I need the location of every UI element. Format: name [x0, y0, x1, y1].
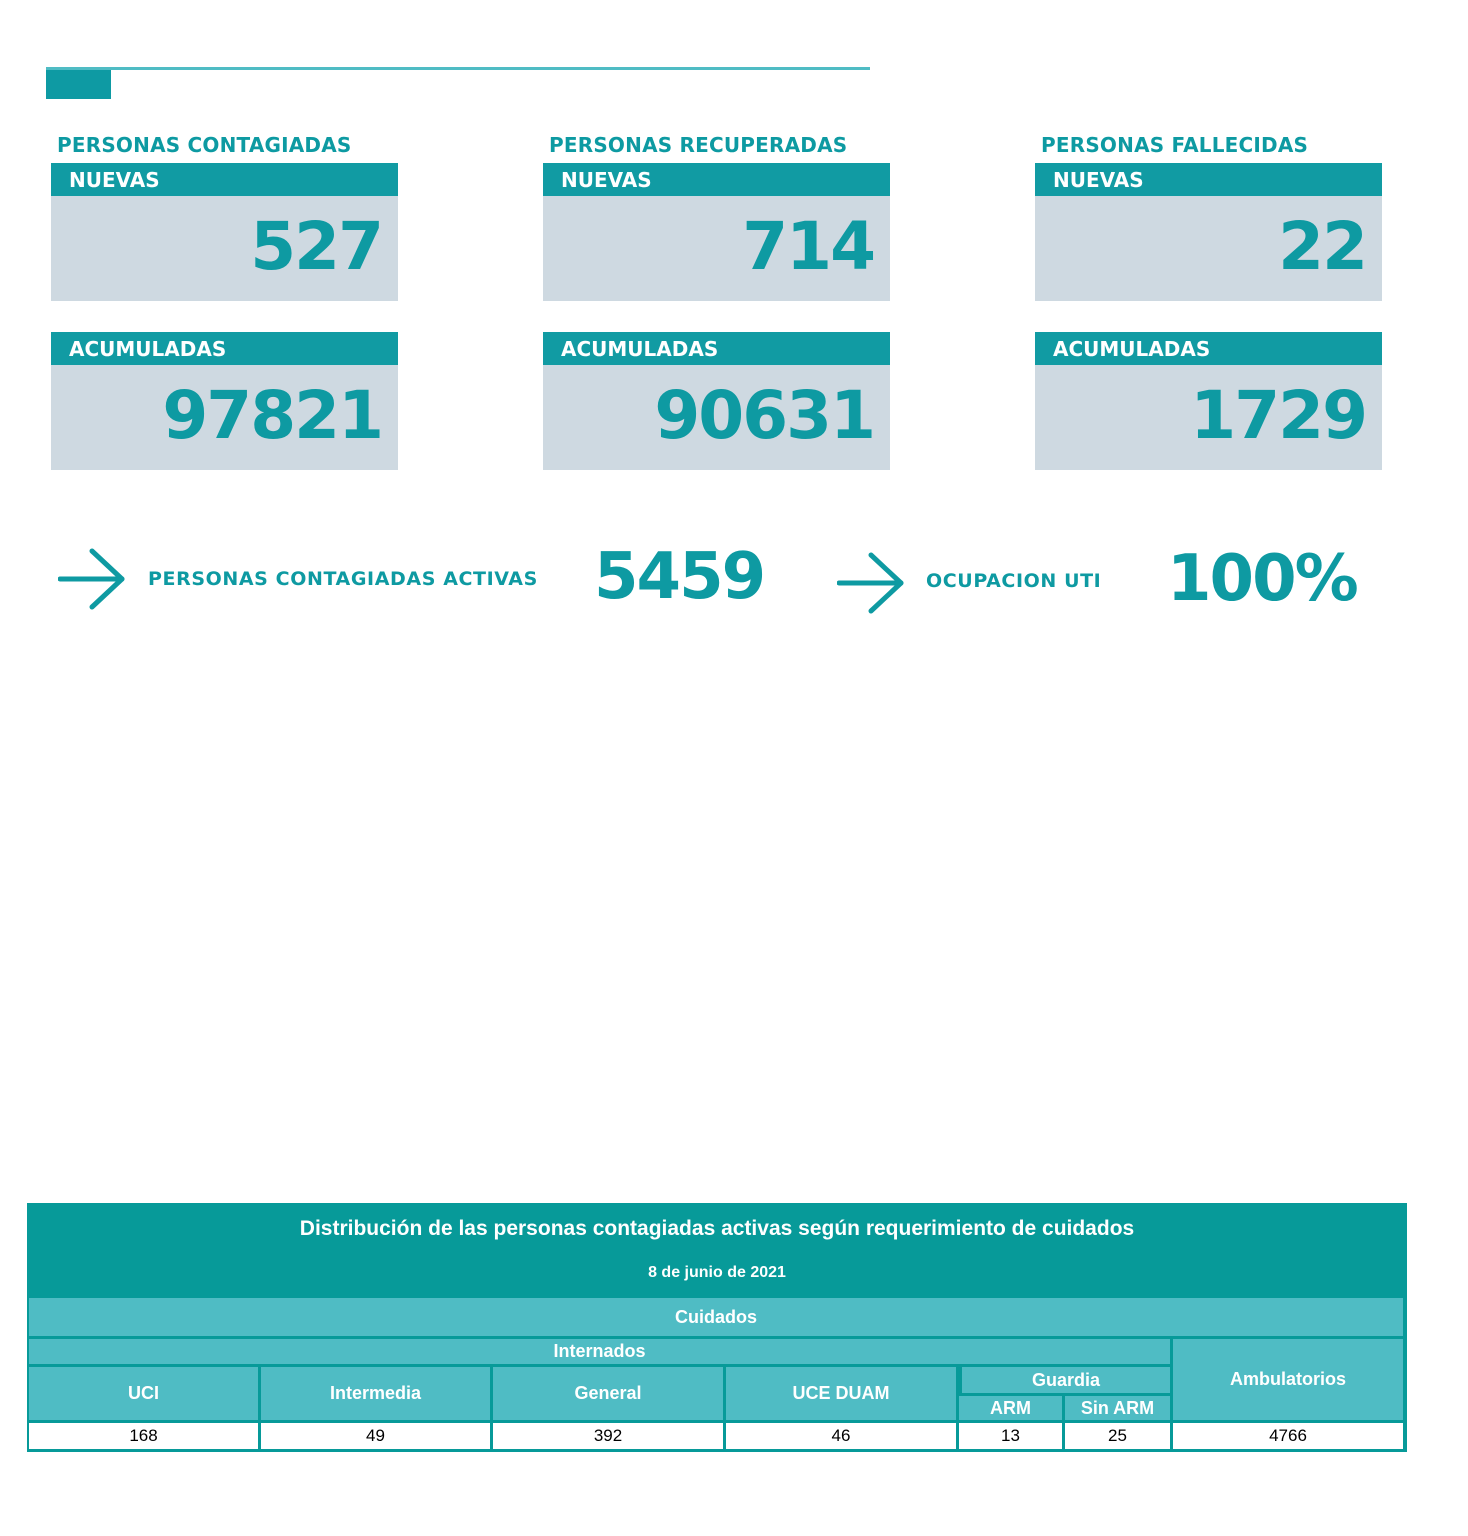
- card-header: NUEVAS: [1035, 163, 1382, 196]
- col-uce-duam: UCE DUAM: [726, 1367, 956, 1420]
- col-intermedia: Intermedia: [261, 1367, 490, 1420]
- value-arm: 13: [959, 1423, 1062, 1449]
- card-acumuladas: [543, 332, 890, 470]
- card-value: 1729: [1190, 377, 1366, 454]
- uti-label: OCUPACION UTI: [926, 570, 1102, 592]
- activas-value: 5459: [594, 540, 765, 614]
- card-value: 97821: [162, 377, 382, 454]
- cuidados-header: Cuidados: [29, 1298, 1403, 1336]
- distribution-table: [27, 1203, 1407, 1452]
- card-value: 90631: [654, 377, 874, 454]
- arrow-right-icon: [837, 552, 905, 614]
- col-uci: UCI: [29, 1367, 258, 1420]
- table-date: 8 de junio de 2021: [648, 1264, 786, 1281]
- card-header: ACUMULADAS: [1035, 332, 1382, 365]
- value-uci: 168: [29, 1423, 258, 1449]
- col-sin-arm: Sin ARM: [1065, 1396, 1170, 1420]
- card-nuevas: [543, 163, 890, 301]
- card-acumuladas: [1035, 332, 1382, 470]
- top-accent-block: [46, 70, 111, 99]
- group-title: PERSONAS FALLECIDAS: [1041, 133, 1309, 157]
- value-uce-duam: 46: [726, 1423, 956, 1449]
- group-title: PERSONAS RECUPERADAS: [549, 133, 848, 157]
- col-general: General: [493, 1367, 723, 1420]
- group-title: PERSONAS CONTAGIADAS: [57, 133, 352, 157]
- arrow-right-icon: [58, 548, 126, 610]
- uti-value: 100%: [1167, 542, 1357, 616]
- card-header: ACUMULADAS: [543, 332, 890, 365]
- guardia-header: Guardia: [959, 1367, 1170, 1393]
- top-rule: [46, 67, 870, 70]
- card-nuevas: [51, 163, 398, 301]
- card-header: ACUMULADAS: [51, 332, 398, 365]
- card-acumuladas: [51, 332, 398, 470]
- value-sin-arm: 25: [1065, 1423, 1170, 1449]
- card-value: 527: [250, 208, 382, 285]
- activas-label: PERSONAS CONTAGIADAS ACTIVAS: [148, 568, 538, 590]
- value-general: 392: [493, 1423, 723, 1449]
- card-value: 714: [742, 208, 874, 285]
- card-value: 22: [1278, 208, 1366, 285]
- col-ambulatorios: Ambulatorios: [1173, 1339, 1403, 1420]
- card-header: NUEVAS: [543, 163, 890, 196]
- col-arm: ARM: [959, 1396, 1062, 1420]
- card-nuevas: [1035, 163, 1382, 301]
- table-title: Distribución de las personas contagiadas activas según requerimiento de cuidados: [299, 1217, 1135, 1240]
- internados-header: Internados: [29, 1339, 1170, 1364]
- card-header: NUEVAS: [51, 163, 398, 196]
- value-intermedia: 49: [261, 1423, 490, 1449]
- value-ambulatorios: 4766: [1173, 1423, 1403, 1449]
